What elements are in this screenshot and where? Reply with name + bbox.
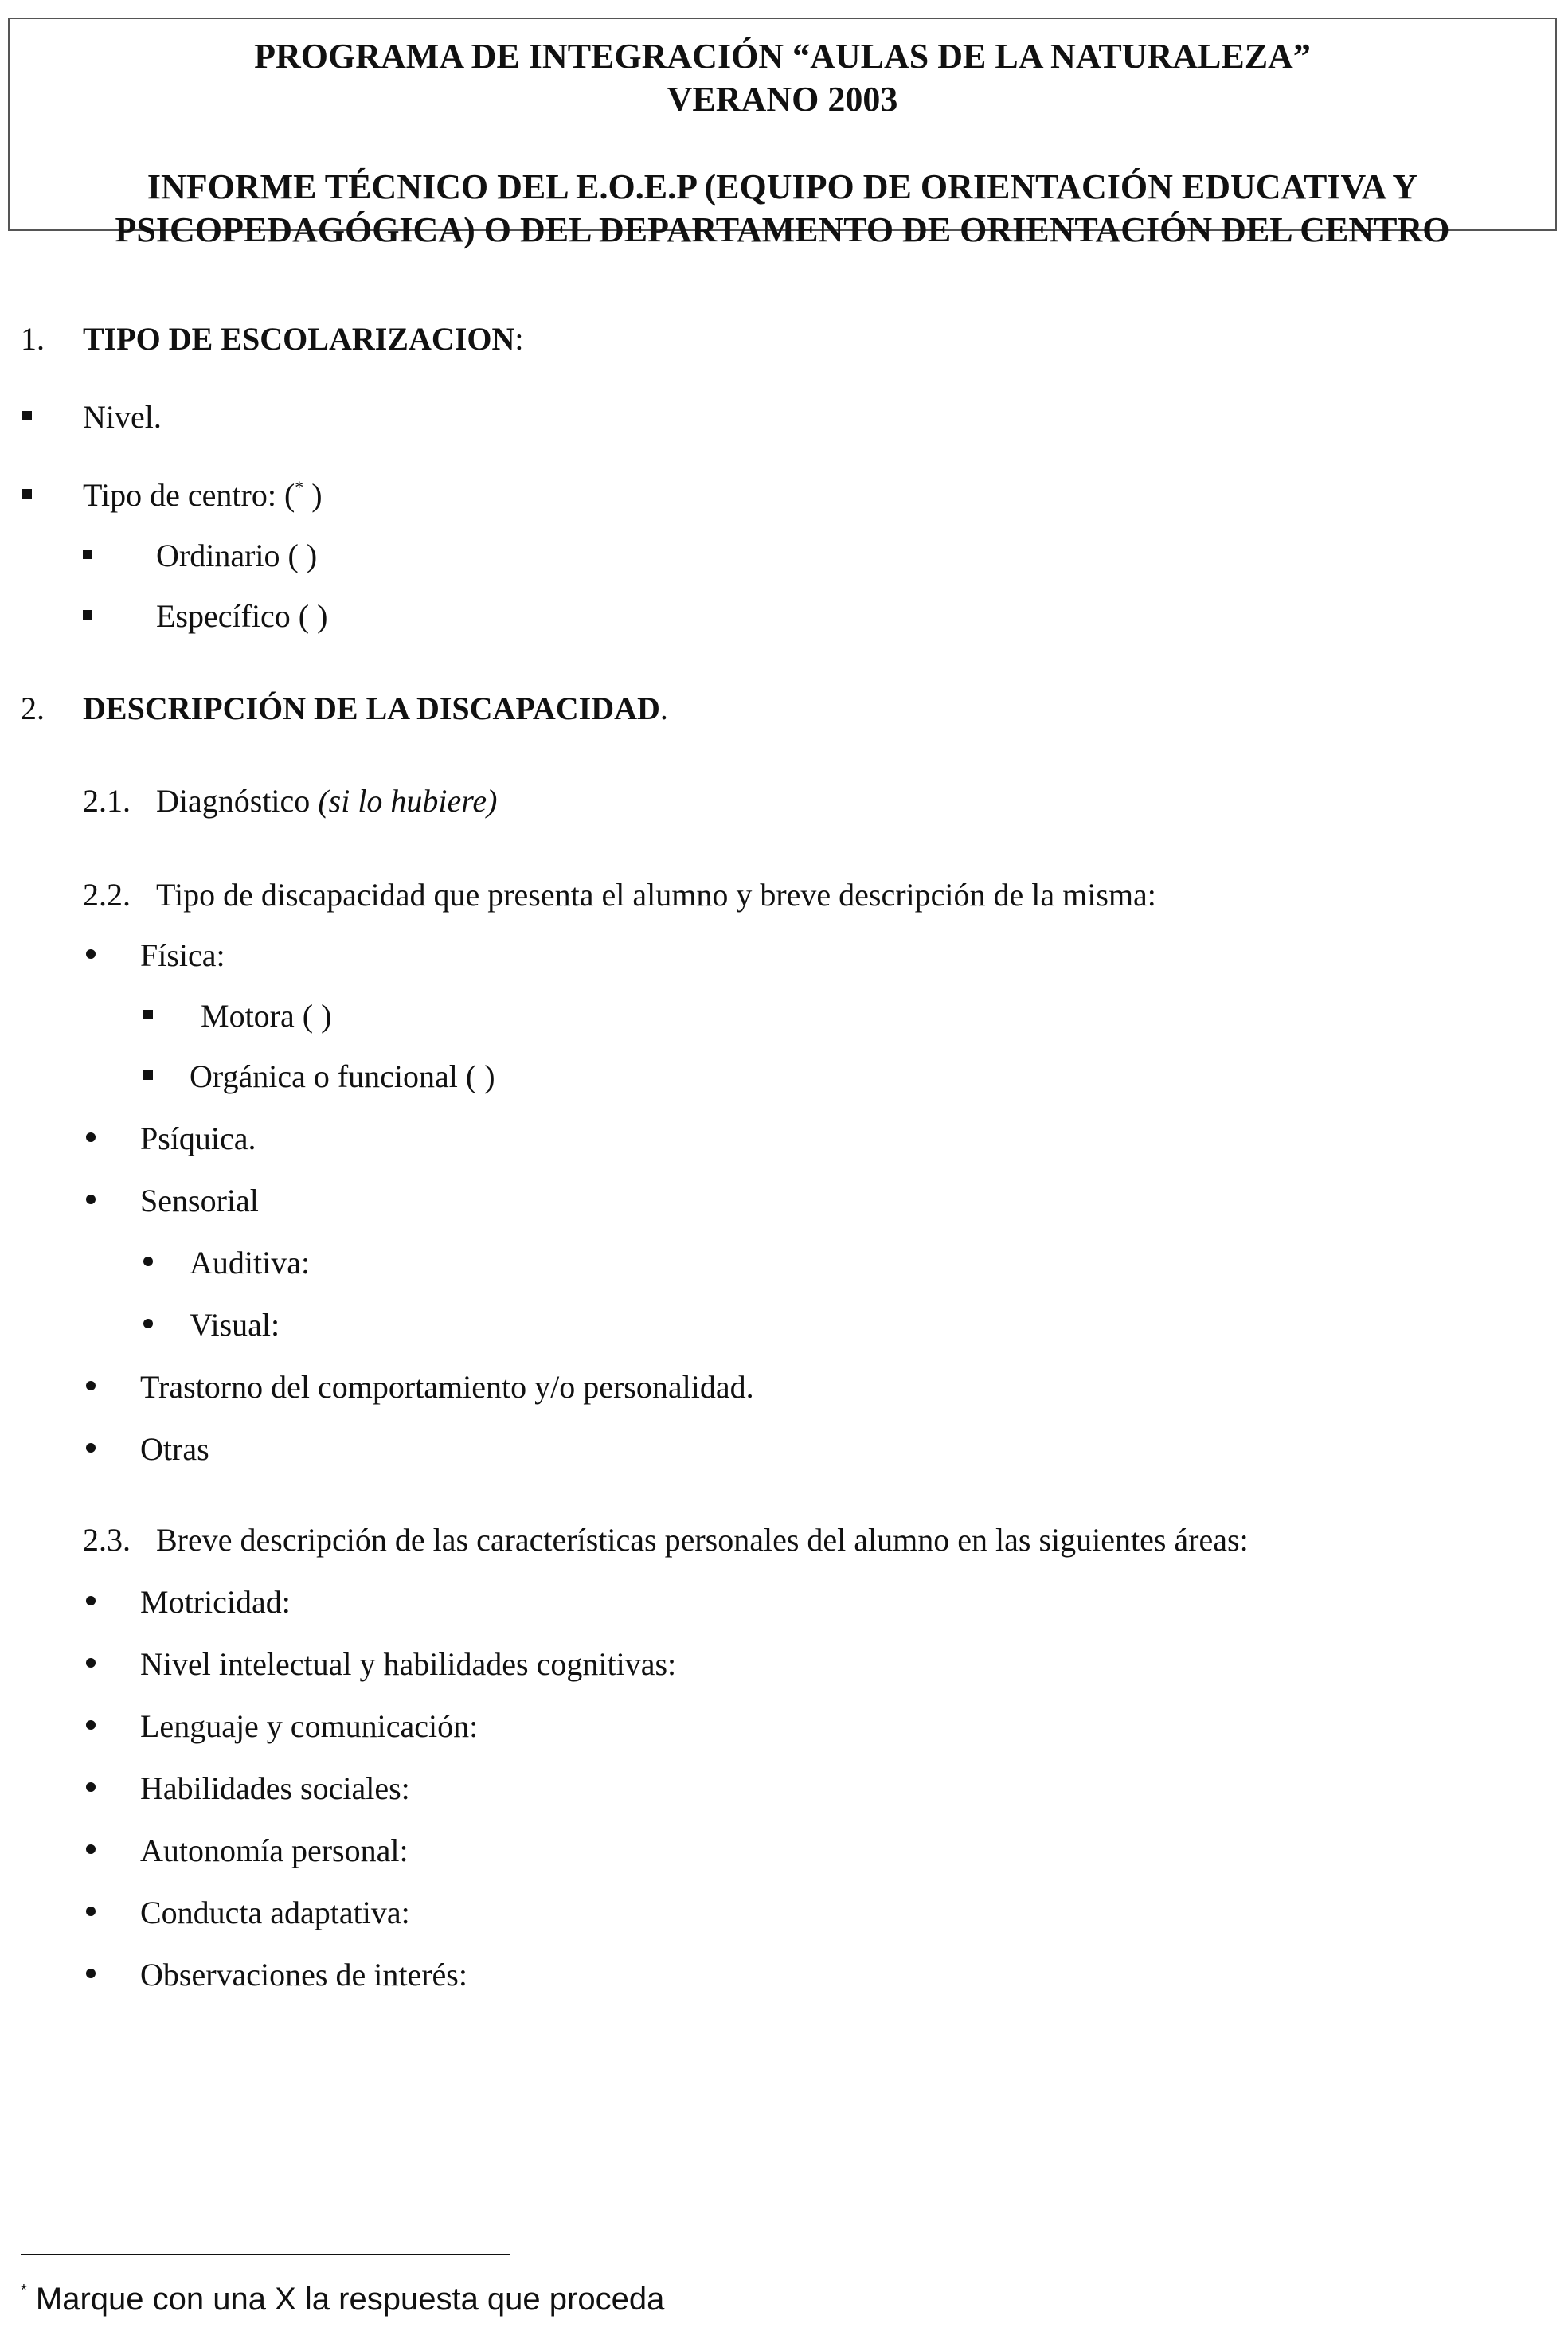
area-item: Motricidad: bbox=[140, 1584, 291, 1620]
bullet-icon bbox=[143, 1257, 153, 1266]
bullet-icon bbox=[86, 1720, 96, 1730]
footnote-text: Marque con una X la respuesta que proceda bbox=[26, 2282, 665, 2317]
section-1-heading bbox=[83, 320, 523, 358]
option-ordinario: Ordinario ( ) bbox=[156, 538, 318, 573]
subsection-2-3-number: 2.3. bbox=[83, 1522, 131, 1558]
bullet-icon bbox=[143, 1319, 153, 1328]
footnote-reference: * bbox=[295, 477, 304, 497]
area-item: Conducta adaptativa: bbox=[140, 1895, 410, 1930]
bullet-icon bbox=[86, 1782, 96, 1792]
section-1-title: TIPO DE ESCOLARIZACION bbox=[83, 321, 515, 357]
square-bullet-icon bbox=[83, 610, 92, 620]
bullet-icon bbox=[86, 949, 96, 959]
bullet-icon bbox=[86, 1658, 96, 1668]
footnote bbox=[21, 2279, 664, 2319]
subsection-2-1-label: Diagnóstico bbox=[156, 783, 319, 819]
bullet-icon bbox=[86, 1381, 96, 1390]
section-1-number: 1. bbox=[21, 321, 45, 357]
header-season: VERANO 2003 bbox=[667, 80, 898, 119]
tipo-centro-label bbox=[83, 476, 323, 514]
bullet-icon bbox=[86, 1195, 96, 1204]
section-2-punct: . bbox=[659, 690, 668, 726]
square-bullet-icon bbox=[22, 489, 32, 499]
disability-auditiva: Auditiva: bbox=[190, 1245, 311, 1281]
section-1-punct: : bbox=[514, 321, 524, 357]
subsection-2-2-number: 2.2. bbox=[83, 877, 131, 913]
section-2-number: 2. bbox=[21, 690, 45, 726]
bullet-icon bbox=[86, 1443, 96, 1453]
footnote-separator bbox=[21, 2254, 510, 2255]
area-item: Lenguaje y comunicación: bbox=[140, 1708, 479, 1744]
disability-organica: Orgánica o funcional ( ) bbox=[190, 1058, 495, 1094]
disability-visual: Visual: bbox=[190, 1307, 280, 1343]
area-item: Nivel intelectual y habilidades cognitivas: bbox=[140, 1646, 677, 1682]
subsection-2-3-label: Breve descripción de las características personales del alumno en las siguientes áreas: bbox=[156, 1522, 1249, 1558]
disability-sensorial: Sensorial bbox=[140, 1183, 259, 1218]
disability-fisica: Física: bbox=[140, 937, 225, 973]
subsection-2-2-label: Tipo de discapacidad que presenta el alumno y breve descripción de la misma: bbox=[156, 877, 1156, 913]
option-especifico: Específico ( ) bbox=[156, 598, 328, 634]
section-2-heading bbox=[83, 690, 668, 728]
header-report-title-2: PSICOPEDAGÓGICA) O DEL DEPARTAMENTO DE ORIENTACIÓN DEL CENTRO bbox=[115, 210, 1450, 249]
area-item: Habilidades sociales: bbox=[140, 1770, 410, 1806]
disability-motora: Motora ( ) bbox=[201, 998, 332, 1034]
document-header bbox=[8, 18, 1557, 249]
square-bullet-icon bbox=[22, 411, 32, 420]
subsection-2-1-heading bbox=[156, 782, 497, 820]
square-bullet-icon bbox=[83, 550, 92, 559]
bullet-icon bbox=[86, 1907, 96, 1916]
subsection-2-1-number: 2.1. bbox=[83, 783, 131, 819]
disability-otras: Otras bbox=[140, 1431, 209, 1467]
bullet-icon bbox=[86, 1969, 96, 1978]
tipo-centro-prefix: Tipo de centro: ( bbox=[83, 477, 295, 513]
area-item: Autonomía personal: bbox=[140, 1832, 409, 1868]
header-report-title-1: INFORME TÉCNICO DEL E.O.E.P (EQUIPO DE ORIENTACIÓN EDUCATIVA Y bbox=[147, 167, 1418, 206]
bullet-icon bbox=[86, 1132, 96, 1142]
nivel-label: Nivel. bbox=[83, 399, 162, 435]
subsection-2-1-note: (si lo hubiere) bbox=[318, 783, 498, 819]
section-2-title: DESCRIPCIÓN DE LA DISCAPACIDAD bbox=[83, 690, 660, 726]
area-item: Observaciones de interés: bbox=[140, 1957, 467, 1993]
header-program-title: PROGRAMA DE INTEGRACIÓN “AULAS DE LA NATURALEZA” bbox=[254, 37, 1311, 76]
bullet-icon bbox=[86, 1596, 96, 1605]
disability-trastorno: Trastorno del comportamiento y/o personalidad. bbox=[140, 1369, 754, 1405]
tipo-centro-suffix: ) bbox=[303, 477, 323, 513]
square-bullet-icon bbox=[143, 1010, 153, 1019]
disability-psiquica: Psíquica. bbox=[140, 1121, 256, 1156]
square-bullet-icon bbox=[143, 1070, 153, 1080]
bullet-icon bbox=[86, 1844, 96, 1854]
footnote-mark: * bbox=[21, 2282, 27, 2299]
